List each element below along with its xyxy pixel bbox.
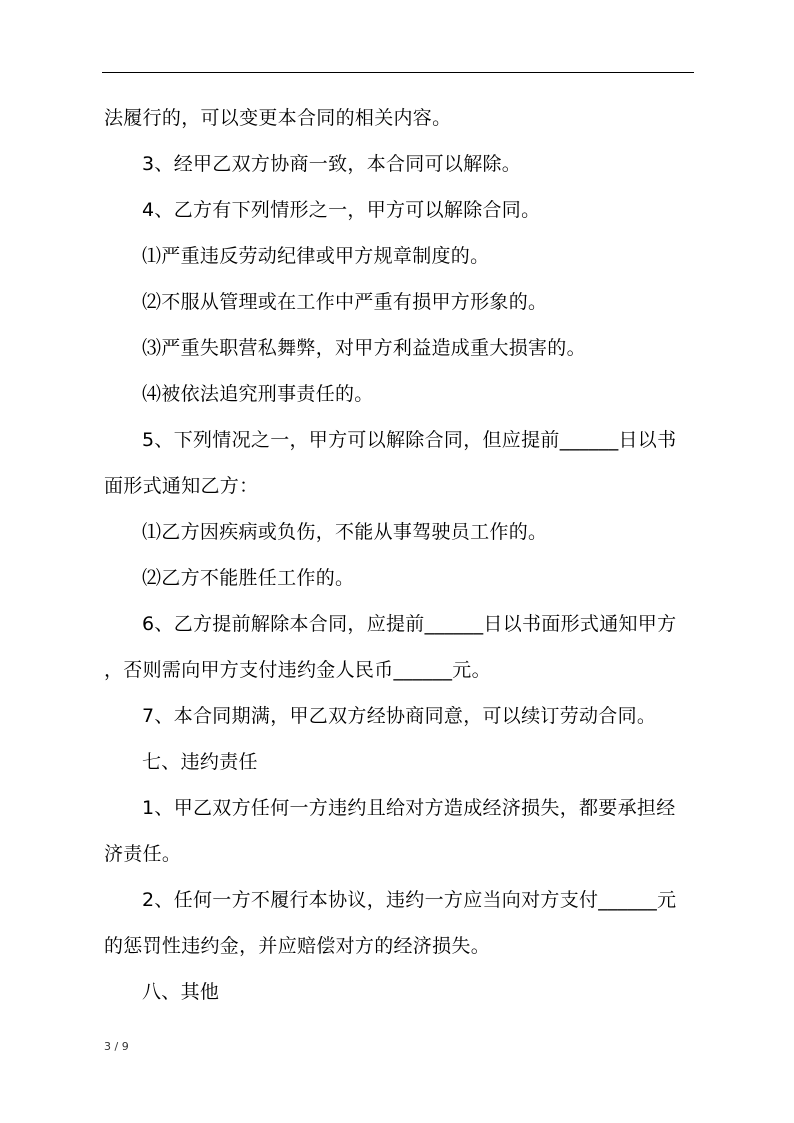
clause-5-continued: 面形式通知乙方： [104, 475, 259, 497]
clause-6: 6、乙方提前解除本合同，应提前______日以书面形式通知甲方 [142, 613, 677, 635]
breach-clause-2-continued: 的惩罚性违约金，并应赔偿对方的经济损失。 [104, 935, 491, 957]
clause-4-item-2: ⑵不服从管理或在工作中严重有损甲方形象的。 [142, 291, 548, 313]
breach-clause-1-continued: 济责任。 [104, 843, 182, 865]
clause-5-item-2: ⑵乙方不能胜任工作的。 [142, 567, 355, 589]
clause-5-item-1: ⑴乙方因疾病或负伤，不能从事驾驶员工作的。 [142, 521, 548, 543]
clause-4-item-3: ⑶严重失职营私舞弊，对甲方利益造成重大损害的。 [142, 337, 586, 359]
section-heading-breach: 七、违约责任 [142, 751, 258, 773]
clause-6-continued: ，否则需向甲方支付违约金人民币______元。 [104, 659, 491, 681]
page-number: 3 / 9 [104, 1040, 129, 1053]
clause-3: 3、经甲乙双方协商一致，本合同可以解除。 [142, 153, 522, 175]
header-rule [102, 72, 694, 73]
clause-4-item-4: ⑷被依法追究刑事责任的。 [142, 383, 374, 405]
paragraph-line: 法履行的，可以变更本合同的相关内容。 [104, 107, 452, 129]
breach-clause-2: 2、任何一方不履行本协议，违约一方应当向对方支付______元 [142, 889, 677, 911]
clause-4: 4、乙方有下列情形之一，甲方可以解除合同。 [142, 199, 541, 221]
clause-7: 7、本合同期满，甲乙双方经协商同意，可以续订劳动合同。 [142, 705, 657, 727]
section-heading-other: 八、其他 [142, 981, 220, 1003]
clause-5: 5、下列情况之一，甲方可以解除合同，但应提前______日以书 [142, 429, 677, 451]
clause-4-item-1: ⑴严重违反劳动纪律或甲方规章制度的。 [142, 245, 490, 267]
breach-clause-1: 1、甲乙双方任何一方违约且给对方造成经济损失，都要承担经 [142, 797, 676, 819]
